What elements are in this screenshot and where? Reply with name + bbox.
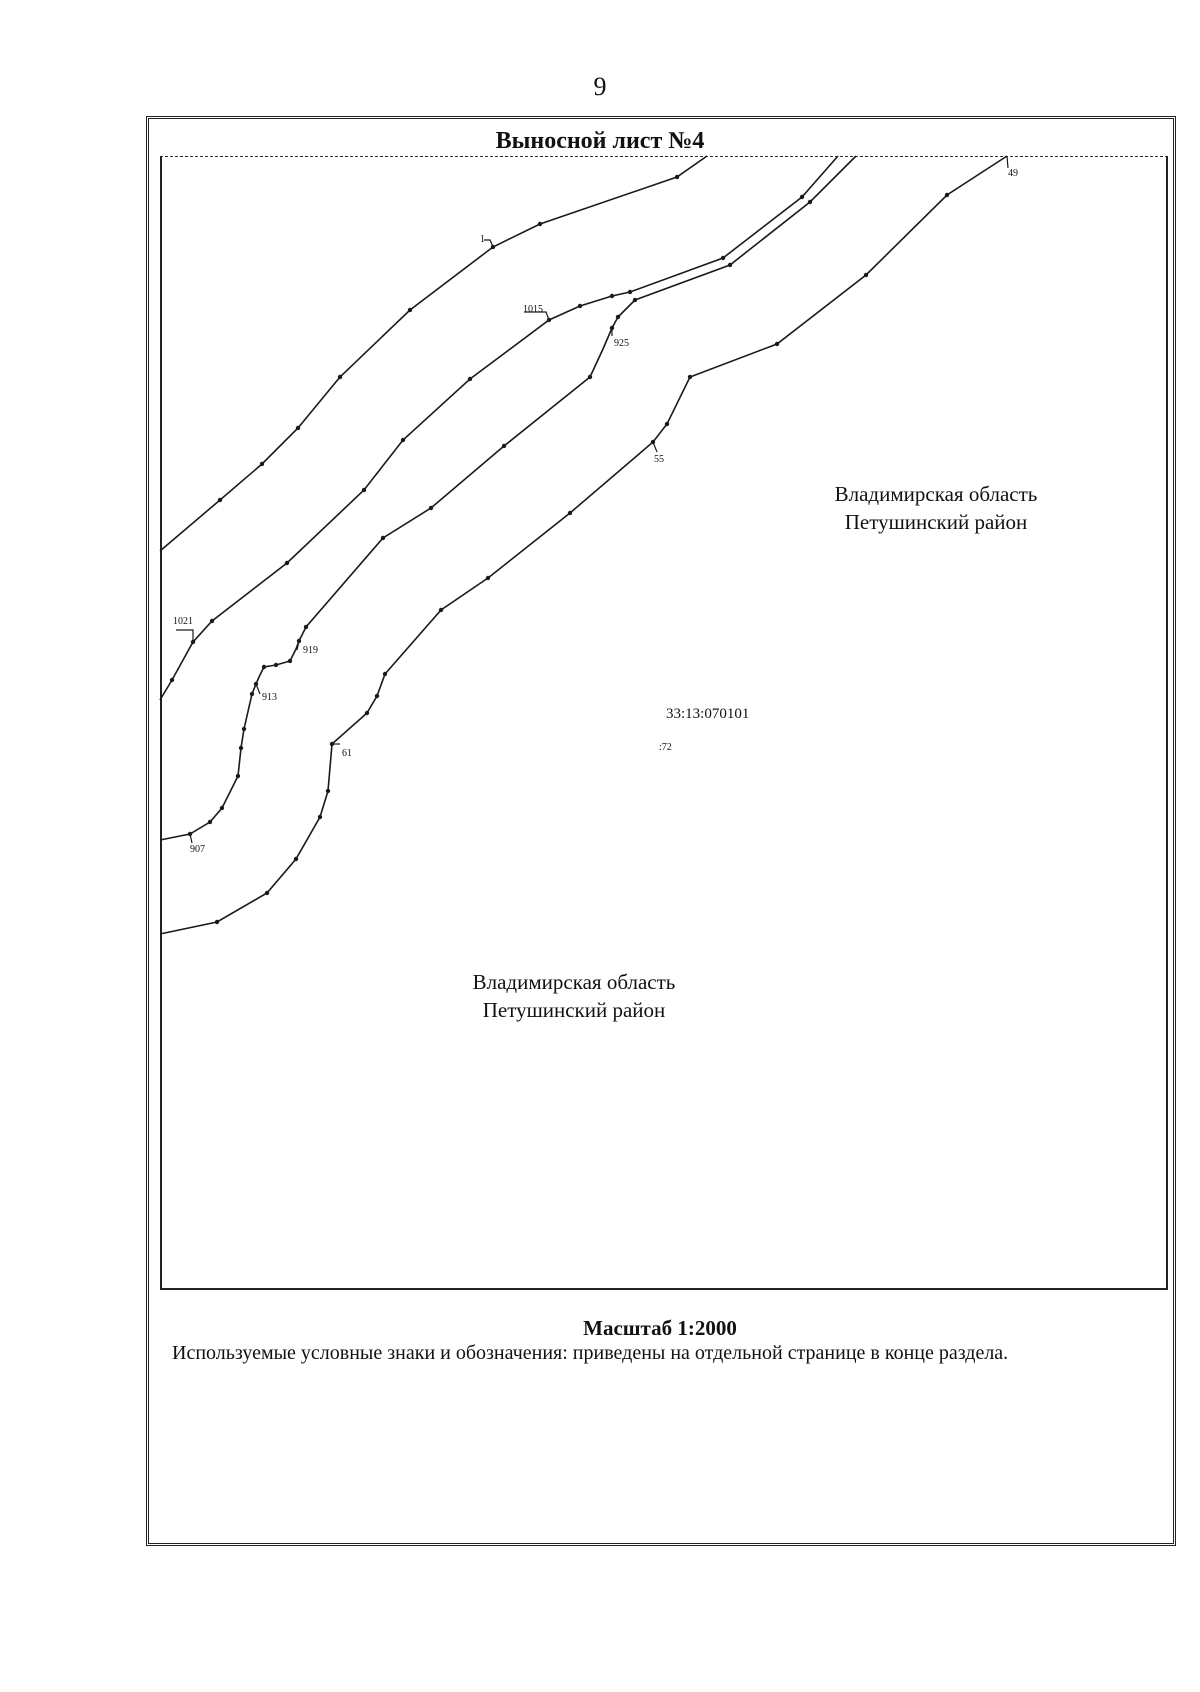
boundary-line-a bbox=[160, 156, 707, 551]
region-label-upper bbox=[816, 480, 1056, 536]
point-label-49: 49 bbox=[1008, 168, 1018, 179]
sheet-title: Выносной лист №4 bbox=[495, 128, 705, 154]
region-upper-line1: Владимирская область bbox=[834, 482, 1038, 506]
boundary-line-d bbox=[160, 156, 1007, 934]
legend-note: Используемые условные знаки и обозначения: приведены на отдельной странице в конце раздела. bbox=[172, 1342, 1009, 1364]
point-label-919: 919 bbox=[303, 645, 318, 656]
point-label-925: 925 bbox=[614, 338, 629, 349]
point-label-913: 913 bbox=[262, 692, 277, 703]
point-label-61: 61 bbox=[342, 748, 352, 759]
point-label-55: 55 bbox=[654, 454, 664, 465]
cadastral-block-number: 33:13:070101 bbox=[666, 706, 750, 722]
point-label-1015: 1015 bbox=[523, 304, 543, 315]
region-upper-line2: Петушинский район bbox=[844, 510, 1028, 534]
point-label-1: 1 bbox=[480, 234, 485, 245]
region-lower-line1: Владимирская область bbox=[472, 970, 676, 994]
point-label-907: 907 bbox=[190, 844, 205, 855]
parcel-number: :72 bbox=[659, 742, 672, 753]
boundary-line-c bbox=[160, 156, 856, 840]
boundary-line-b bbox=[160, 156, 838, 700]
scale-label: Масштаб 1:2000 bbox=[583, 1316, 737, 1340]
page-number: 9 bbox=[593, 72, 607, 101]
region-label-lower bbox=[454, 968, 694, 1024]
region-lower-line2: Петушинский район bbox=[482, 998, 666, 1022]
point-label-1021: 1021 bbox=[173, 616, 193, 627]
